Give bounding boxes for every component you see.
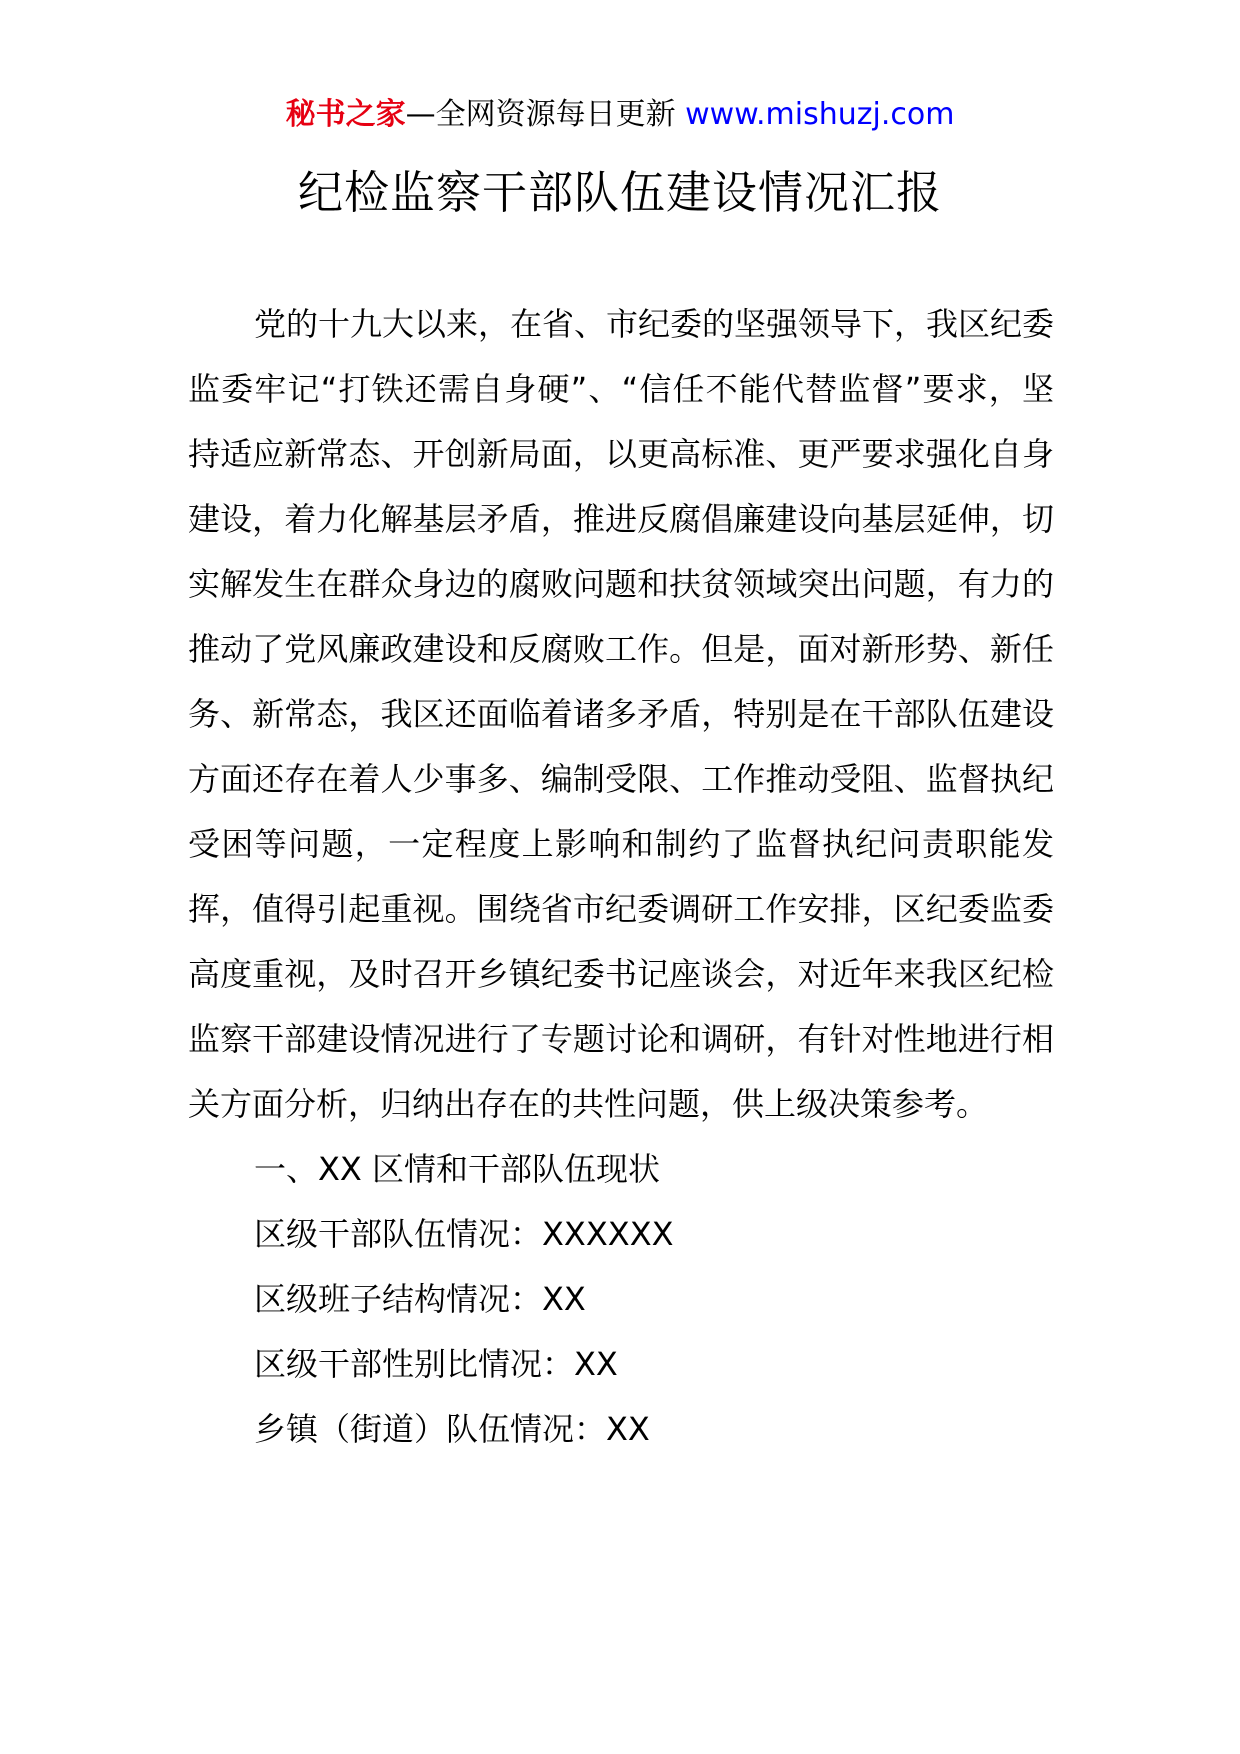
list-item: 区级干部队伍情况：XXXXXX bbox=[254, 1215, 674, 1253]
section-heading: 一、XX 区情和干部队伍现状 bbox=[254, 1150, 661, 1188]
document-body bbox=[188, 292, 1054, 1462]
site-brand: 秘书之家 bbox=[285, 97, 406, 132]
site-tagline: —全网资源每日更新 bbox=[405, 97, 686, 132]
document-title: 纪检监察干部队伍建设情况汇报 bbox=[297, 166, 942, 219]
site-header bbox=[0, 90, 1240, 140]
list-item: 区级干部性别比情况：XX bbox=[254, 1345, 618, 1383]
site-url-link[interactable]: www.mishuzj.com bbox=[685, 97, 955, 132]
list-item: 乡镇（街道）队伍情况：XX bbox=[254, 1410, 650, 1448]
list-item: 区级班子结构情况：XX bbox=[254, 1280, 586, 1318]
intro-paragraph: 党的十九大以来，在省、市纪委的坚强领导下，我区纪委监委牢记“打铁还需自身硬”、“信任不能代替监督”要求，坚持适应新常态、开创新局面，以更高标准、更严要求强化自身建设，着力化解基层矛盾，推进反腐倡廉建设向基层延伸，切实解发生在群众身边的腐败问题和扶贫领域突出问题，有力的推动了党风廉政建设和反腐败工作。但是，面对新形势、新任务、新常态，我区还面临着诸多矛盾，特别是在干部队伍建设方面还存在着人少事多、编制受限、工作推动受阻、监督执纪受困等问题，一定程度上影响和制约了监督执纪问责职能发挥，值得引起重视。围绕省市纪委调研工作安排，区纪委监委高度重视，及时召开乡镇纪委书记座谈会，对近年来我区纪检监察干部建设情况进行了专题讨论和调研，有针对性地进行相关方面分析，归纳出存在的共性问题，供上级决策参考。 bbox=[188, 305, 1055, 1123]
